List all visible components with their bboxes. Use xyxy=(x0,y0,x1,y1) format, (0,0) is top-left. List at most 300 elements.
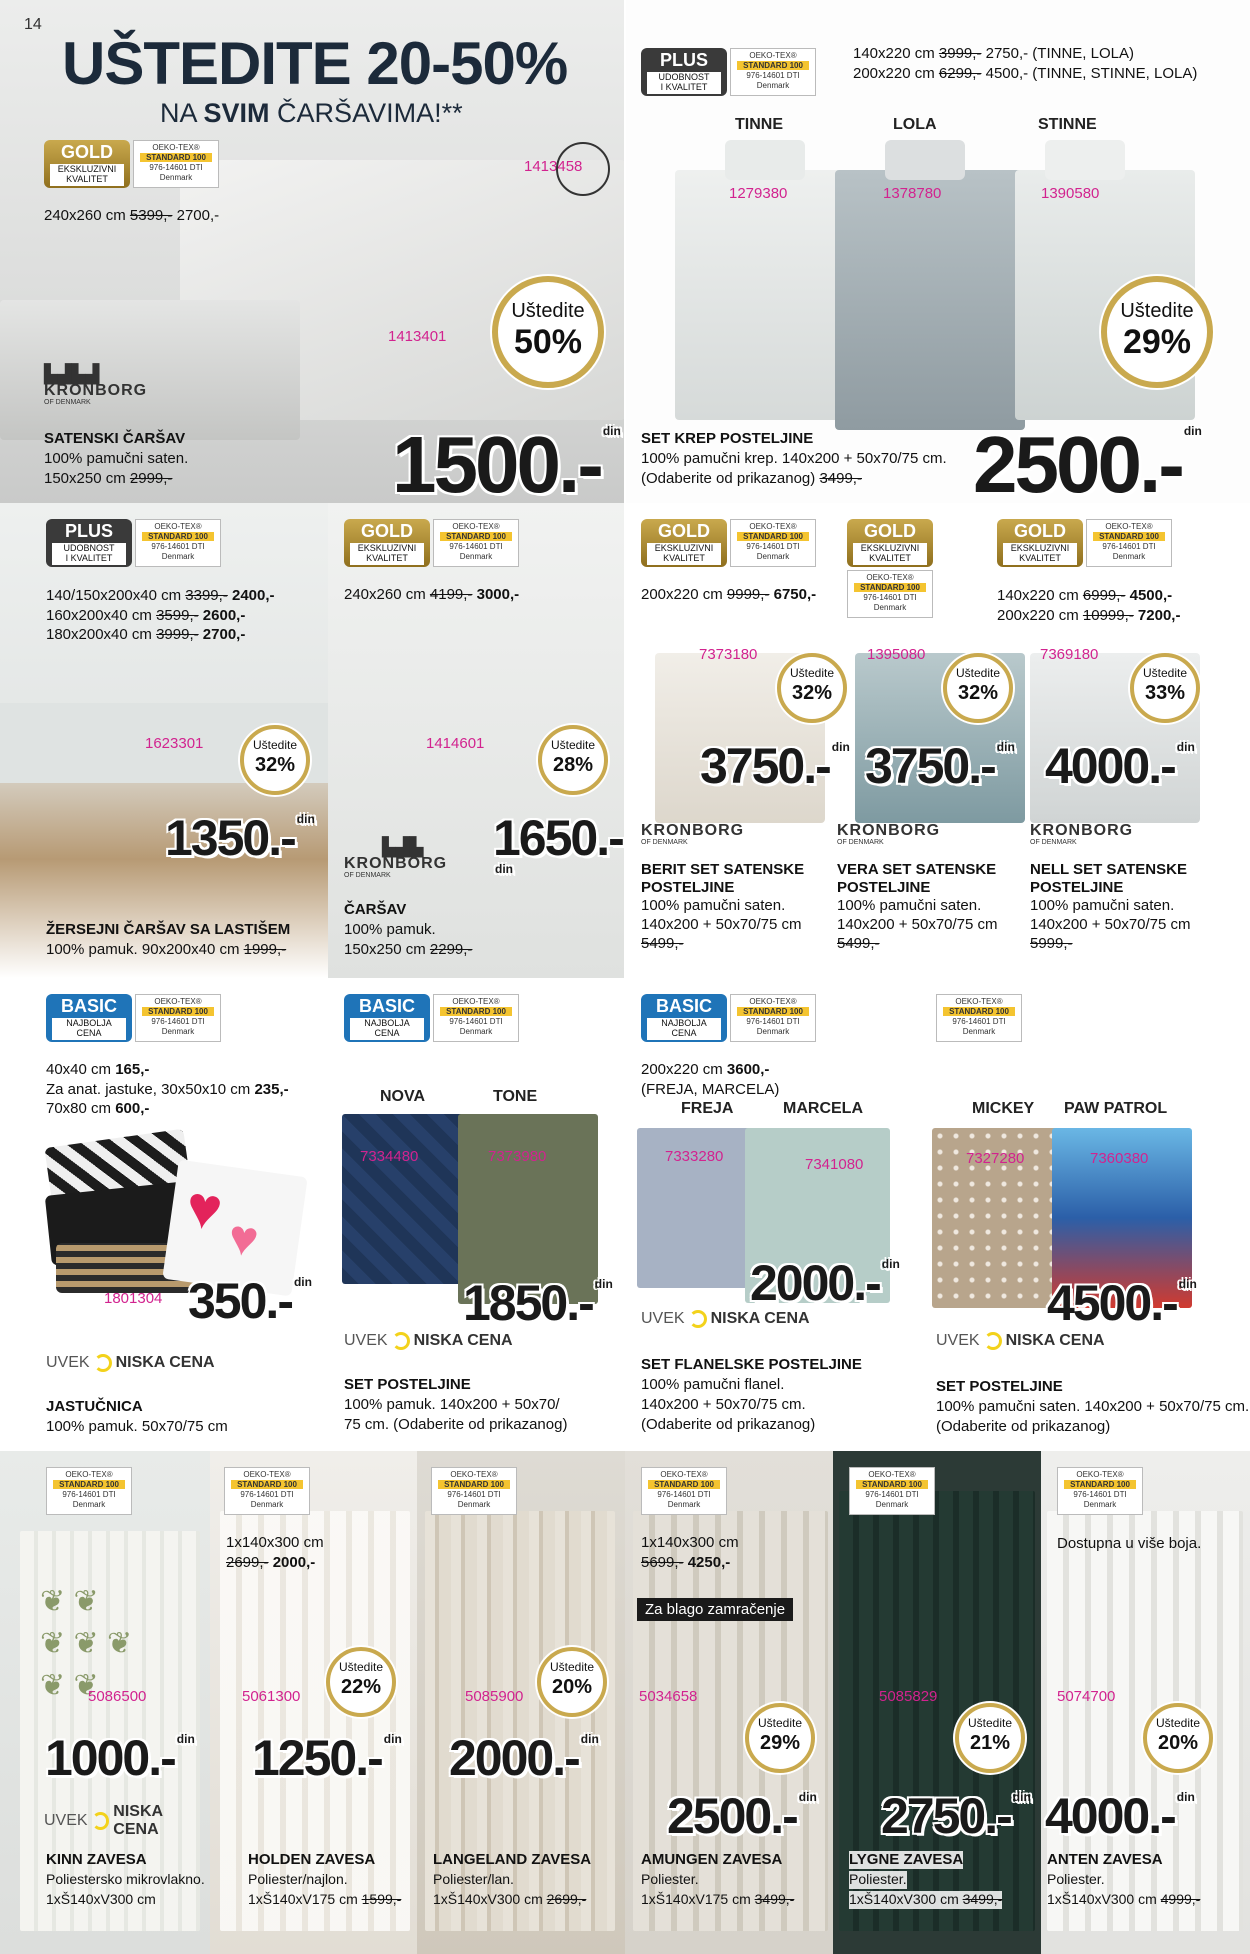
kids-bedding-panel xyxy=(922,978,1250,1451)
oeko-std: STANDARD 100 xyxy=(142,1007,214,1016)
oeko-l4: 976-14601 DTI Denmark xyxy=(447,1490,501,1509)
p8-price xyxy=(188,1273,312,1329)
label-lola: LOLA xyxy=(893,116,937,133)
p3-save-pct: 32% xyxy=(254,754,296,777)
uvek-niska-cena-badge xyxy=(44,1803,210,1839)
tier-title: GOLD xyxy=(61,142,113,162)
tier-sub xyxy=(50,164,124,186)
pillow-stinne xyxy=(1045,140,1125,180)
tier-sub1: EKSKLUZIVNI xyxy=(57,164,117,174)
tier-sub xyxy=(1003,543,1077,565)
din-label: din xyxy=(383,1732,402,1746)
oeko-l4: 976-14601 DTI Denmark xyxy=(952,1017,1006,1036)
p3-n1: 2400,- xyxy=(227,587,275,604)
p8-l3: 70x80 cm xyxy=(46,1100,116,1117)
p5-savings-badge xyxy=(777,653,847,723)
din-label: din xyxy=(831,740,850,754)
c2-o1: 2699,- xyxy=(226,1553,269,1571)
tier-title: PLUS xyxy=(64,521,113,541)
din-label: din xyxy=(1176,740,1195,754)
p11-price xyxy=(1047,1275,1197,1331)
p10-price-value: 2000.- xyxy=(750,1255,880,1311)
p9-price-value: 1850.- xyxy=(463,1275,593,1331)
blackout-banner xyxy=(637,1598,793,1621)
tier-sub1: NAJBOLJA xyxy=(661,1018,707,1028)
tier-sub1: EKSKLUZIVNI xyxy=(654,543,714,553)
tier-sub xyxy=(647,1018,721,1040)
pillowcase-panel xyxy=(0,978,328,1451)
flanel-panel xyxy=(625,978,922,1451)
label-tinne: TINNE xyxy=(735,116,783,133)
tier-sub xyxy=(350,543,424,565)
p1-size: 240x260 cm xyxy=(44,207,130,224)
header-subtitle-bold: SVIM xyxy=(203,98,270,128)
gold-oeko-badge xyxy=(344,519,519,567)
p10-sku1: 7333280 xyxy=(665,1148,724,1165)
p6-savings-badge xyxy=(943,653,1013,723)
c3-title: LANGELAND ZAVESA xyxy=(433,1851,592,1868)
din-label: din xyxy=(1183,424,1202,438)
oeko-tex-label xyxy=(133,140,219,188)
p3-s1: 140/150x200x40 cm xyxy=(46,587,186,604)
p4-save-pct: 28% xyxy=(552,754,594,777)
kronborg-name xyxy=(837,823,940,846)
p3-sizes xyxy=(46,586,275,645)
header-subtitle-post: ČARŠAVIMA!** xyxy=(269,98,463,128)
hero-satin-sheet-panel xyxy=(0,0,625,503)
oeko-tex-label xyxy=(936,994,1022,1042)
p5-size: 140x200 + 50x70/75 cm xyxy=(641,915,802,933)
p4-o1: 4199,- xyxy=(429,586,473,603)
p4-title: ČARŠAV xyxy=(344,901,407,918)
p7-s2: 200x220 cm xyxy=(997,606,1083,624)
c5-sku: 5085829 xyxy=(879,1688,938,1705)
kronborg-logo-2 xyxy=(837,823,940,846)
c1-desc: Poliestersko mikrovlakno. xyxy=(46,1871,205,1887)
tier-gold xyxy=(44,140,130,188)
p3-s2: 160x200x40 cm xyxy=(46,606,157,624)
save-label: Uštedite xyxy=(1142,666,1188,680)
p2-price-value: 2500.- xyxy=(973,420,1182,503)
curtain-kinn-panel xyxy=(0,1451,210,1954)
p7-n1: 4500,- xyxy=(1125,587,1173,604)
c5-price xyxy=(881,1788,1031,1844)
c2-price xyxy=(252,1730,402,1786)
tier-sub1: EKSKLUZIVNI xyxy=(860,543,920,553)
c3-desc: Poliester/lan. xyxy=(433,1871,514,1887)
oeko-l4: 976-14601 DTI Denmark xyxy=(449,542,503,561)
p7-size: 140x200 + 50x70/75 cm xyxy=(1030,915,1191,933)
p7-s1: 140x220 cm xyxy=(997,587,1083,604)
p3-price-value: 1350.- xyxy=(165,810,295,866)
c6-title: ANTEN ZAVESA xyxy=(1047,1851,1163,1868)
c4-title: AMUNGEN ZAVESA xyxy=(641,1851,783,1868)
p9-desc: 100% pamuk. 140x200 + 50x70/ xyxy=(344,1396,560,1413)
save-label: Uštedite xyxy=(757,1716,803,1730)
oeko-tex-label xyxy=(135,519,221,567)
p5-price-value: 3750.- xyxy=(700,738,830,794)
niska-cena-text: NISKA CENA xyxy=(115,1354,215,1371)
c2-size: 1xŠ140xV175 cm xyxy=(248,1891,362,1907)
oeko-std: STANDARD 100 xyxy=(53,1480,125,1489)
c6-old: 4999,- xyxy=(1160,1891,1201,1907)
gold-oeko-badge-3 xyxy=(997,519,1172,567)
p3-s3: 180x200x40 cm xyxy=(46,626,157,643)
p3-desc: 100% pamuk. 90x200x40 cm xyxy=(46,941,244,958)
kronborg-text: KRONBORG xyxy=(1030,822,1134,839)
p1-price xyxy=(392,420,621,503)
oeko-l4: 976-14601 DTI Denmark xyxy=(151,1017,205,1036)
din-label: din xyxy=(1176,1790,1195,1804)
c2-save-pct: 22% xyxy=(340,1676,382,1699)
bed-nova xyxy=(342,1114,472,1284)
p2-old-a: 3999,- xyxy=(938,45,982,62)
p11-price-value: 4500.- xyxy=(1047,1275,1177,1331)
p2-old-b: 6299,- xyxy=(938,64,982,82)
c3-size: 1xŠ140xV300 cm xyxy=(433,1891,547,1907)
tier-sub xyxy=(52,543,126,565)
c2-l1: 1x140x300 cm xyxy=(226,1534,324,1551)
p5-o1: 9999,- xyxy=(726,586,770,603)
c2-desc: Poliester/najlon. xyxy=(248,1871,348,1887)
oeko-tex-label xyxy=(730,48,816,96)
p1-savings-badge xyxy=(492,276,604,388)
p2-desc2-line xyxy=(641,470,862,489)
p1-old1: 5399,- xyxy=(129,207,173,224)
c2-size-line xyxy=(248,1891,401,1909)
p7-desc: 100% pamučni saten. xyxy=(1030,897,1175,914)
p11-sku1: 7327280 xyxy=(966,1150,1025,1167)
p1-size2-line xyxy=(44,470,172,489)
tier-basic xyxy=(344,994,430,1042)
bed-tinne xyxy=(675,170,855,420)
c4-n1: 4250,- xyxy=(683,1553,731,1571)
tier-sub2: KVALITET xyxy=(366,552,408,563)
c2-title: HOLDEN ZAVESA xyxy=(248,1851,376,1868)
p8-price-value: 350.- xyxy=(188,1273,292,1329)
oeko-l1: OEKO-TEX® xyxy=(955,997,1003,1006)
leaf-pattern-icon: ❦ ❦ ❦ ❦ ❦ ❦ ❦ xyxy=(40,1585,133,1702)
tier-sub2: KVALITET xyxy=(1019,552,1061,563)
tier-title: BASIC xyxy=(358,996,415,1016)
uvek-text: UVEK xyxy=(44,1812,88,1829)
p4-size-line2 xyxy=(344,941,472,960)
c3-price-value: 2000.- xyxy=(449,1730,579,1786)
oeko-l1: OEKO-TEX® xyxy=(866,573,914,582)
tier-sub xyxy=(350,1018,424,1040)
p2-sku3: 1390580 xyxy=(1041,185,1100,202)
p6-price xyxy=(865,738,1015,794)
p7-n2: 7200,- xyxy=(1133,606,1181,624)
tier-sub xyxy=(52,1018,126,1040)
p6-old: 5499,- xyxy=(837,934,880,952)
tier-sub xyxy=(853,543,927,565)
oeko-tex-label xyxy=(641,1467,727,1515)
curtain-amungen-panel xyxy=(625,1451,833,1954)
tier-basic xyxy=(46,994,132,1042)
save-label: Uštedite xyxy=(967,1716,1013,1730)
p6-save-pct: 32% xyxy=(957,682,999,705)
p7-sku: 7369180 xyxy=(1040,646,1099,663)
c6-desc: Poliester. xyxy=(1047,1871,1105,1887)
p1-size-line xyxy=(44,207,219,226)
c4-old: 3499,- xyxy=(754,1891,795,1907)
p8-p1: 165,- xyxy=(115,1061,150,1078)
oeko-std: STANDARD 100 xyxy=(231,1480,303,1489)
p1-price-value: 1500.- xyxy=(392,420,601,503)
oeko-l4: 976-14601 DTI Denmark xyxy=(863,593,917,612)
tier-title: GOLD xyxy=(1014,521,1066,541)
p4-old: 2299,- xyxy=(429,941,473,958)
p8-sku: 1801304 xyxy=(104,1290,163,1307)
c5-title: LYGNE ZAVESA xyxy=(849,1851,964,1868)
nova-tone-panel xyxy=(328,978,625,1451)
tier-sub1: NAJBOLJA xyxy=(364,1018,410,1028)
castle-icon: ▙▟▙▟ xyxy=(44,364,100,384)
oeko-std: STANDARD 100 xyxy=(142,532,214,541)
oeko-std: STANDARD 100 xyxy=(737,61,809,70)
c6-price-value: 4000.- xyxy=(1045,1788,1175,1844)
p7-o1: 6999,- xyxy=(1082,587,1126,604)
p3-price xyxy=(165,810,315,866)
p4-size: 150x250 cm xyxy=(344,941,430,958)
label-freja: FREJA xyxy=(681,1100,734,1117)
save-label: Uštedite xyxy=(550,738,596,752)
c3-old: 2699,- xyxy=(546,1891,587,1907)
oeko-tex-label xyxy=(1086,519,1172,567)
c3-savings-badge xyxy=(537,1647,607,1717)
oeko-badge-only xyxy=(46,1467,132,1515)
krep-bedding-panel xyxy=(625,0,1250,503)
kronborg-text: KRONBORG xyxy=(44,382,148,399)
niska-cena-text: NISKA CENA xyxy=(1005,1332,1105,1349)
p8-sizes xyxy=(46,1060,289,1119)
p3-old: 1999,- xyxy=(243,941,287,958)
oeko-std: STANDARD 100 xyxy=(140,153,212,162)
kronborg-logo xyxy=(344,838,447,879)
tier-title: BASIC xyxy=(60,996,117,1016)
oeko-l1: OEKO-TEX® xyxy=(452,522,500,531)
oeko-l1: OEKO-TEX® xyxy=(749,51,797,60)
oeko-l1: OEKO-TEX® xyxy=(660,1470,708,1479)
oeko-l4: 976-14601 DTI Denmark xyxy=(1073,1490,1127,1509)
curtain-holden-panel xyxy=(210,1451,417,1954)
oeko-tex-label xyxy=(433,994,519,1042)
p11-desc2: (Odaberite od prikazanog) xyxy=(936,1418,1111,1435)
p3-sku: 1623301 xyxy=(145,735,204,752)
p8-p2: 235,- xyxy=(254,1080,289,1098)
tier-sub1: NAJBOLJA xyxy=(66,1018,112,1028)
c2-old: 1599,- xyxy=(361,1891,402,1907)
p5-title2: POSTELJINE xyxy=(641,879,735,896)
kronborg-name xyxy=(44,383,147,406)
ring-icon xyxy=(94,1354,112,1372)
uvek-niska-cena-badge xyxy=(641,1310,810,1328)
tier-sub2: I KVALITET xyxy=(65,552,113,563)
label-stinne: STINNE xyxy=(1038,116,1097,133)
p8-title: JASTUČNICA xyxy=(46,1398,143,1415)
oeko-std: STANDARD 100 xyxy=(1093,532,1165,541)
p6-desc: 100% pamučni saten. xyxy=(837,897,982,914)
p2-desc2: (Odaberite od prikazanog) xyxy=(641,470,820,487)
c2-price-value: 1250.- xyxy=(252,1730,382,1786)
satin-sets-panel xyxy=(625,503,1250,978)
gold-oeko-badge-2 xyxy=(847,519,933,618)
oeko-l4: 976-14601 DTI Denmark xyxy=(746,1017,800,1036)
c4-l1: 1x140x300 cm xyxy=(641,1534,739,1551)
p3-o3: 3999,- xyxy=(156,626,199,643)
c6-save-pct: 20% xyxy=(1157,1732,1199,1755)
din-label: din xyxy=(176,1732,195,1746)
din-label: din xyxy=(293,1275,312,1289)
p9-sku2: 7373980 xyxy=(488,1148,547,1165)
oeko-l1: OEKO-TEX® xyxy=(152,143,200,152)
tier-sub xyxy=(647,543,721,565)
oeko-l1: OEKO-TEX® xyxy=(452,997,500,1006)
din-label: din xyxy=(1012,1790,1031,1804)
p4-savings-badge xyxy=(538,725,608,795)
p2-new-b: 4500,- (TINNE, STINNE, LOLA) xyxy=(981,64,1198,82)
uvek-text: UVEK xyxy=(936,1332,980,1349)
p10-sku2: 7341080 xyxy=(805,1156,864,1173)
label-marcela: MARCELA xyxy=(783,1100,863,1117)
p11-desc: 100% pamučni saten. 140x200 + 50x70/75 cm. xyxy=(936,1398,1250,1415)
p10-desc3: (Odaberite od prikazanog) xyxy=(641,1416,816,1433)
gold-oeko-badge xyxy=(44,140,219,188)
oeko-l1: OEKO-TEX® xyxy=(1105,522,1153,531)
tier-sub2: CENA xyxy=(374,1027,400,1038)
heart-icon: ♥ xyxy=(181,1172,227,1244)
c1-price-value: 1000.- xyxy=(45,1730,175,1786)
tier-gold xyxy=(997,519,1083,567)
niska-cena-text: NISKA CENA xyxy=(710,1310,810,1327)
tier-gold xyxy=(344,519,430,567)
p7-save-pct: 33% xyxy=(1144,682,1186,705)
tier-plus xyxy=(46,519,132,567)
label-tone: TONE xyxy=(493,1088,538,1105)
p7-sizes xyxy=(997,586,1180,625)
p5-title1: BERIT SET SATENSKE xyxy=(641,861,805,878)
oeko-tex-label xyxy=(46,1467,132,1515)
p6-title1: VERA SET SATENSKE xyxy=(837,861,997,878)
tier-sub2: CENA xyxy=(76,1027,102,1038)
din-label: din xyxy=(495,862,513,876)
p10-sizes xyxy=(641,1060,779,1099)
c4-save-pct: 29% xyxy=(759,1732,801,1755)
save-label: Uštedite xyxy=(1155,1716,1201,1730)
tier-title: BASIC xyxy=(655,996,712,1016)
c5-old: 3499,- xyxy=(962,1891,1003,1907)
uvek-niska-cena-badge xyxy=(936,1332,1105,1350)
p7-savings-badge xyxy=(1130,653,1200,723)
sheet-panel xyxy=(328,503,625,978)
p7-o2: 10999,- xyxy=(1082,606,1134,624)
oeko-l1: OEKO-TEX® xyxy=(65,1470,113,1479)
curtain-langeland-panel xyxy=(417,1451,625,1954)
p4-n1: 3000,- xyxy=(472,586,520,603)
p5-s1: 200x220 cm xyxy=(641,586,727,603)
kronborg-logo-3 xyxy=(1030,823,1133,846)
p3-desc-line xyxy=(46,941,286,960)
c2-n1: 2000,- xyxy=(268,1553,316,1571)
p4-s1: 240x260 cm xyxy=(344,586,430,603)
ring-icon xyxy=(392,1332,410,1350)
save-label: Uštedite xyxy=(511,300,585,322)
p7-price xyxy=(1045,738,1195,794)
c1-sku: 5086500 xyxy=(88,1688,147,1705)
oeko-badge-only xyxy=(936,994,1022,1042)
save-label: Uštedite xyxy=(549,1660,595,1674)
p3-n3: 2700,- xyxy=(198,626,246,643)
tier-sub2: CENA xyxy=(671,1027,697,1038)
tier-sub2: I KVALITET xyxy=(660,81,708,92)
c4-price xyxy=(667,1788,817,1844)
ring-icon xyxy=(689,1310,707,1328)
oeko-l4: 976-14601 DTI Denmark xyxy=(746,542,800,561)
oeko-badge-only xyxy=(431,1467,517,1515)
din-label: din xyxy=(580,1732,599,1746)
p5-info xyxy=(641,861,831,953)
p4-size-line xyxy=(344,586,519,605)
oeko-tex-label xyxy=(431,1467,517,1515)
c5-save-pct: 21% xyxy=(969,1732,1011,1755)
p11-sku2: 7360380 xyxy=(1090,1150,1149,1167)
p6-sku: 1395080 xyxy=(867,646,926,663)
kronborg-sub: OF DENMARK xyxy=(837,839,884,846)
save-label: Uštedite xyxy=(789,666,835,680)
header-subtitle xyxy=(160,98,463,129)
kronborg-name xyxy=(1030,823,1133,846)
kronborg-name xyxy=(641,823,744,846)
oeko-l1: OEKO-TEX® xyxy=(154,522,202,531)
c5-price-value: 2750.- xyxy=(881,1788,1011,1844)
p8-l2: Za anat. jastuke, 30x50x10 cm xyxy=(46,1080,255,1098)
niska-cena-text: NISKA CENA xyxy=(113,1803,163,1838)
tier-title: GOLD xyxy=(658,521,710,541)
oeko-std: STANDARD 100 xyxy=(440,532,512,541)
oeko-badge-only xyxy=(224,1467,310,1515)
c6-size-line xyxy=(1047,1891,1200,1909)
oeko-l4: 976-14601 DTI Denmark xyxy=(1102,542,1156,561)
oeko-l1: OEKO-TEX® xyxy=(450,1470,498,1479)
ring-icon xyxy=(984,1332,1002,1350)
tier-gold xyxy=(641,519,727,567)
oeko-std: STANDARD 100 xyxy=(648,1480,720,1489)
p4-sku: 1414601 xyxy=(426,735,485,752)
c5-savings-badge xyxy=(955,1703,1025,1773)
c4-size-line xyxy=(641,1891,794,1909)
tier-sub2: KVALITET xyxy=(66,173,108,184)
pillow-tinne xyxy=(725,140,805,180)
kronborg-logo-1 xyxy=(641,823,744,846)
p1-sku2: 1413401 xyxy=(388,328,447,345)
basic-oeko-badge xyxy=(344,994,519,1042)
c1-title: KINN ZAVESA xyxy=(46,1851,147,1868)
p6-title2: POSTELJINE xyxy=(837,879,931,896)
gold-oeko-badge-1 xyxy=(641,519,816,567)
c5-size-line xyxy=(849,1891,1002,1909)
tier-sub1: EKSKLUZIVNI xyxy=(357,543,417,553)
tier-sub xyxy=(647,72,721,94)
page-number: 14 xyxy=(24,16,42,33)
p3-n2: 2600,- xyxy=(198,606,246,624)
tier-title: GOLD xyxy=(361,521,413,541)
p1-save-pct: 50% xyxy=(513,323,583,361)
p11-title: SET POSTELJINE xyxy=(936,1378,1063,1395)
basic-oeko-badge xyxy=(46,994,221,1042)
label-nova: NOVA xyxy=(380,1088,426,1105)
oeko-std: STANDARD 100 xyxy=(737,532,809,541)
